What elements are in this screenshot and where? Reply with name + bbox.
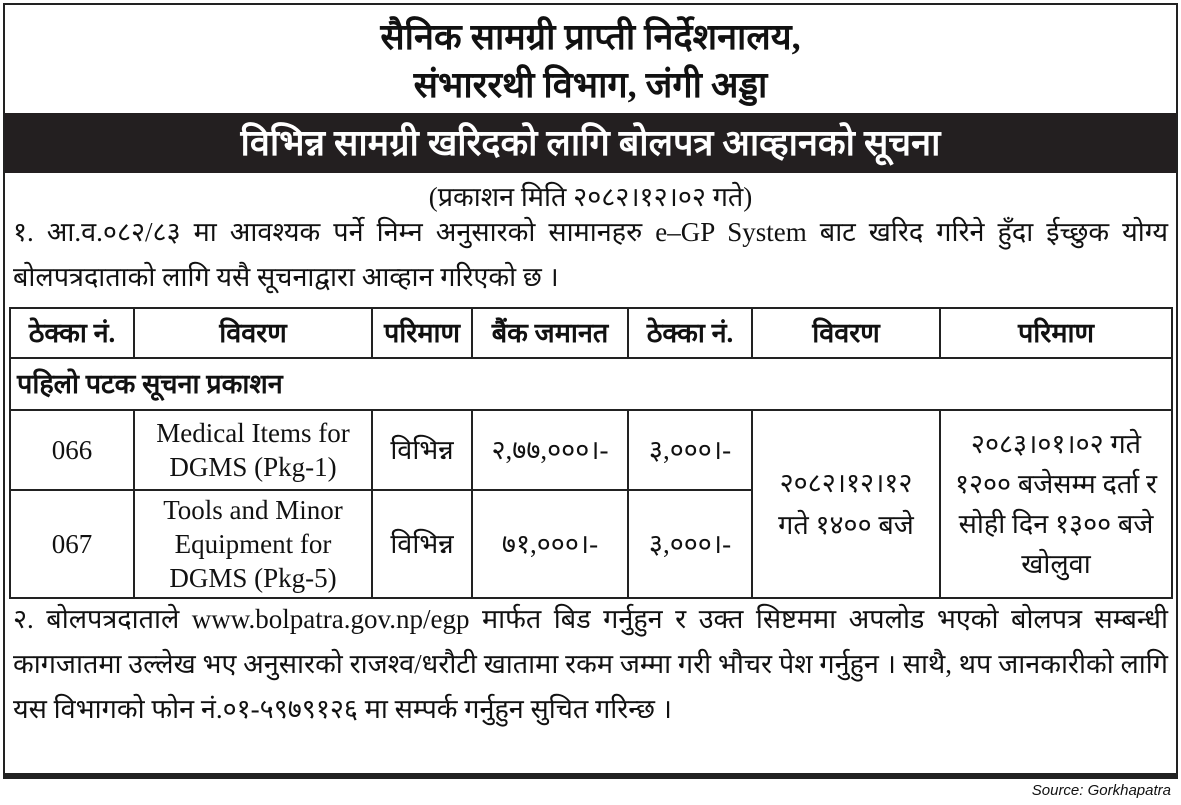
notice-frame: [3, 3, 1178, 779]
col-header: परिमाण: [940, 308, 1172, 358]
col-header: ठेक्का नं.: [628, 308, 752, 358]
col-header: ठेक्का नं.: [10, 308, 134, 358]
department-name: संभाररथी विभाग, जंगी अड्डा: [413, 65, 768, 105]
col-header: विवरण: [752, 308, 940, 358]
source-credit: Source: Gorkhapatra: [1031, 782, 1171, 799]
table-header-row: [10, 308, 1172, 358]
section-row: पहिलो पटक सूचना प्रकाशन: [10, 358, 1172, 410]
publish-date: (प्रकाशन मिति २०८२।१२।०२ गते): [428, 182, 753, 212]
opening-schedule: २०८३।०१।०२ गते १२०० बजेसम्म दर्ता र सोही दिन १३०० बजे खोलुवा: [940, 410, 1172, 598]
col-header: बैंक जमानत: [472, 308, 628, 358]
tender-table: [9, 307, 1173, 599]
notice-title: विभिन्न सामग्री खरिदको लागि बोलपत्र आव्हानको सूचना: [5, 113, 1176, 173]
col-header: परिमाण: [372, 308, 472, 358]
paragraph-1: १. आ.व.०८२/८३ मा आवश्यक पर्ने निम्न अनुसारको सामानहरु e–GP System बाट खरिद गरिने हुँदा ईच्छुक योग्य बोलपत्रदाताको लागि यसै सूचनाद्वारा आव्हान गरिएको छ ।: [13, 217, 1168, 292]
org-name: सैनिक सामग्री प्राप्ती निर्देशनालय,: [380, 17, 801, 57]
table-row: 067 Tools and Minor Equipment for DGMS (Pkg-5) विभिन्न ७१,०००।- ३,०००।-: [10, 490, 1172, 598]
col-header: विवरण: [134, 308, 372, 358]
paragraph-2: २. बोलपत्रदाताले www.bolpatra.gov.np/egp मार्फत बिड गर्नुहुन र उक्त सिष्टममा अपलोड भएको बोलपत्र सम्बन्धी कागजातमा उल्लेख भए अनुसारको राजश्व/धरौटी खातामा रकम जम्मा गरी भौचर पेश गर्नुहुन । साथै, थप जानकारीको लागि यस विभागको फोन नं.०१-५९७९१२६ मा सम्पर्क गर्नुहुन सुचित गरिन्छ ।: [13, 604, 1168, 724]
table-row: 066 Medical Items for DGMS (Pkg-1) विभिन्न २,७७,०००।- ३,०००।- २०८२।१२।१२ गते १४०० बजे २०८३।०१।०२ गते १२०० बजेसम्म दर्ता र सोही दिन १३०० बजे खोलुवा: [10, 410, 1172, 490]
submission-deadline: २०८२।१२।१२ गते १४०० बजे: [752, 410, 940, 598]
